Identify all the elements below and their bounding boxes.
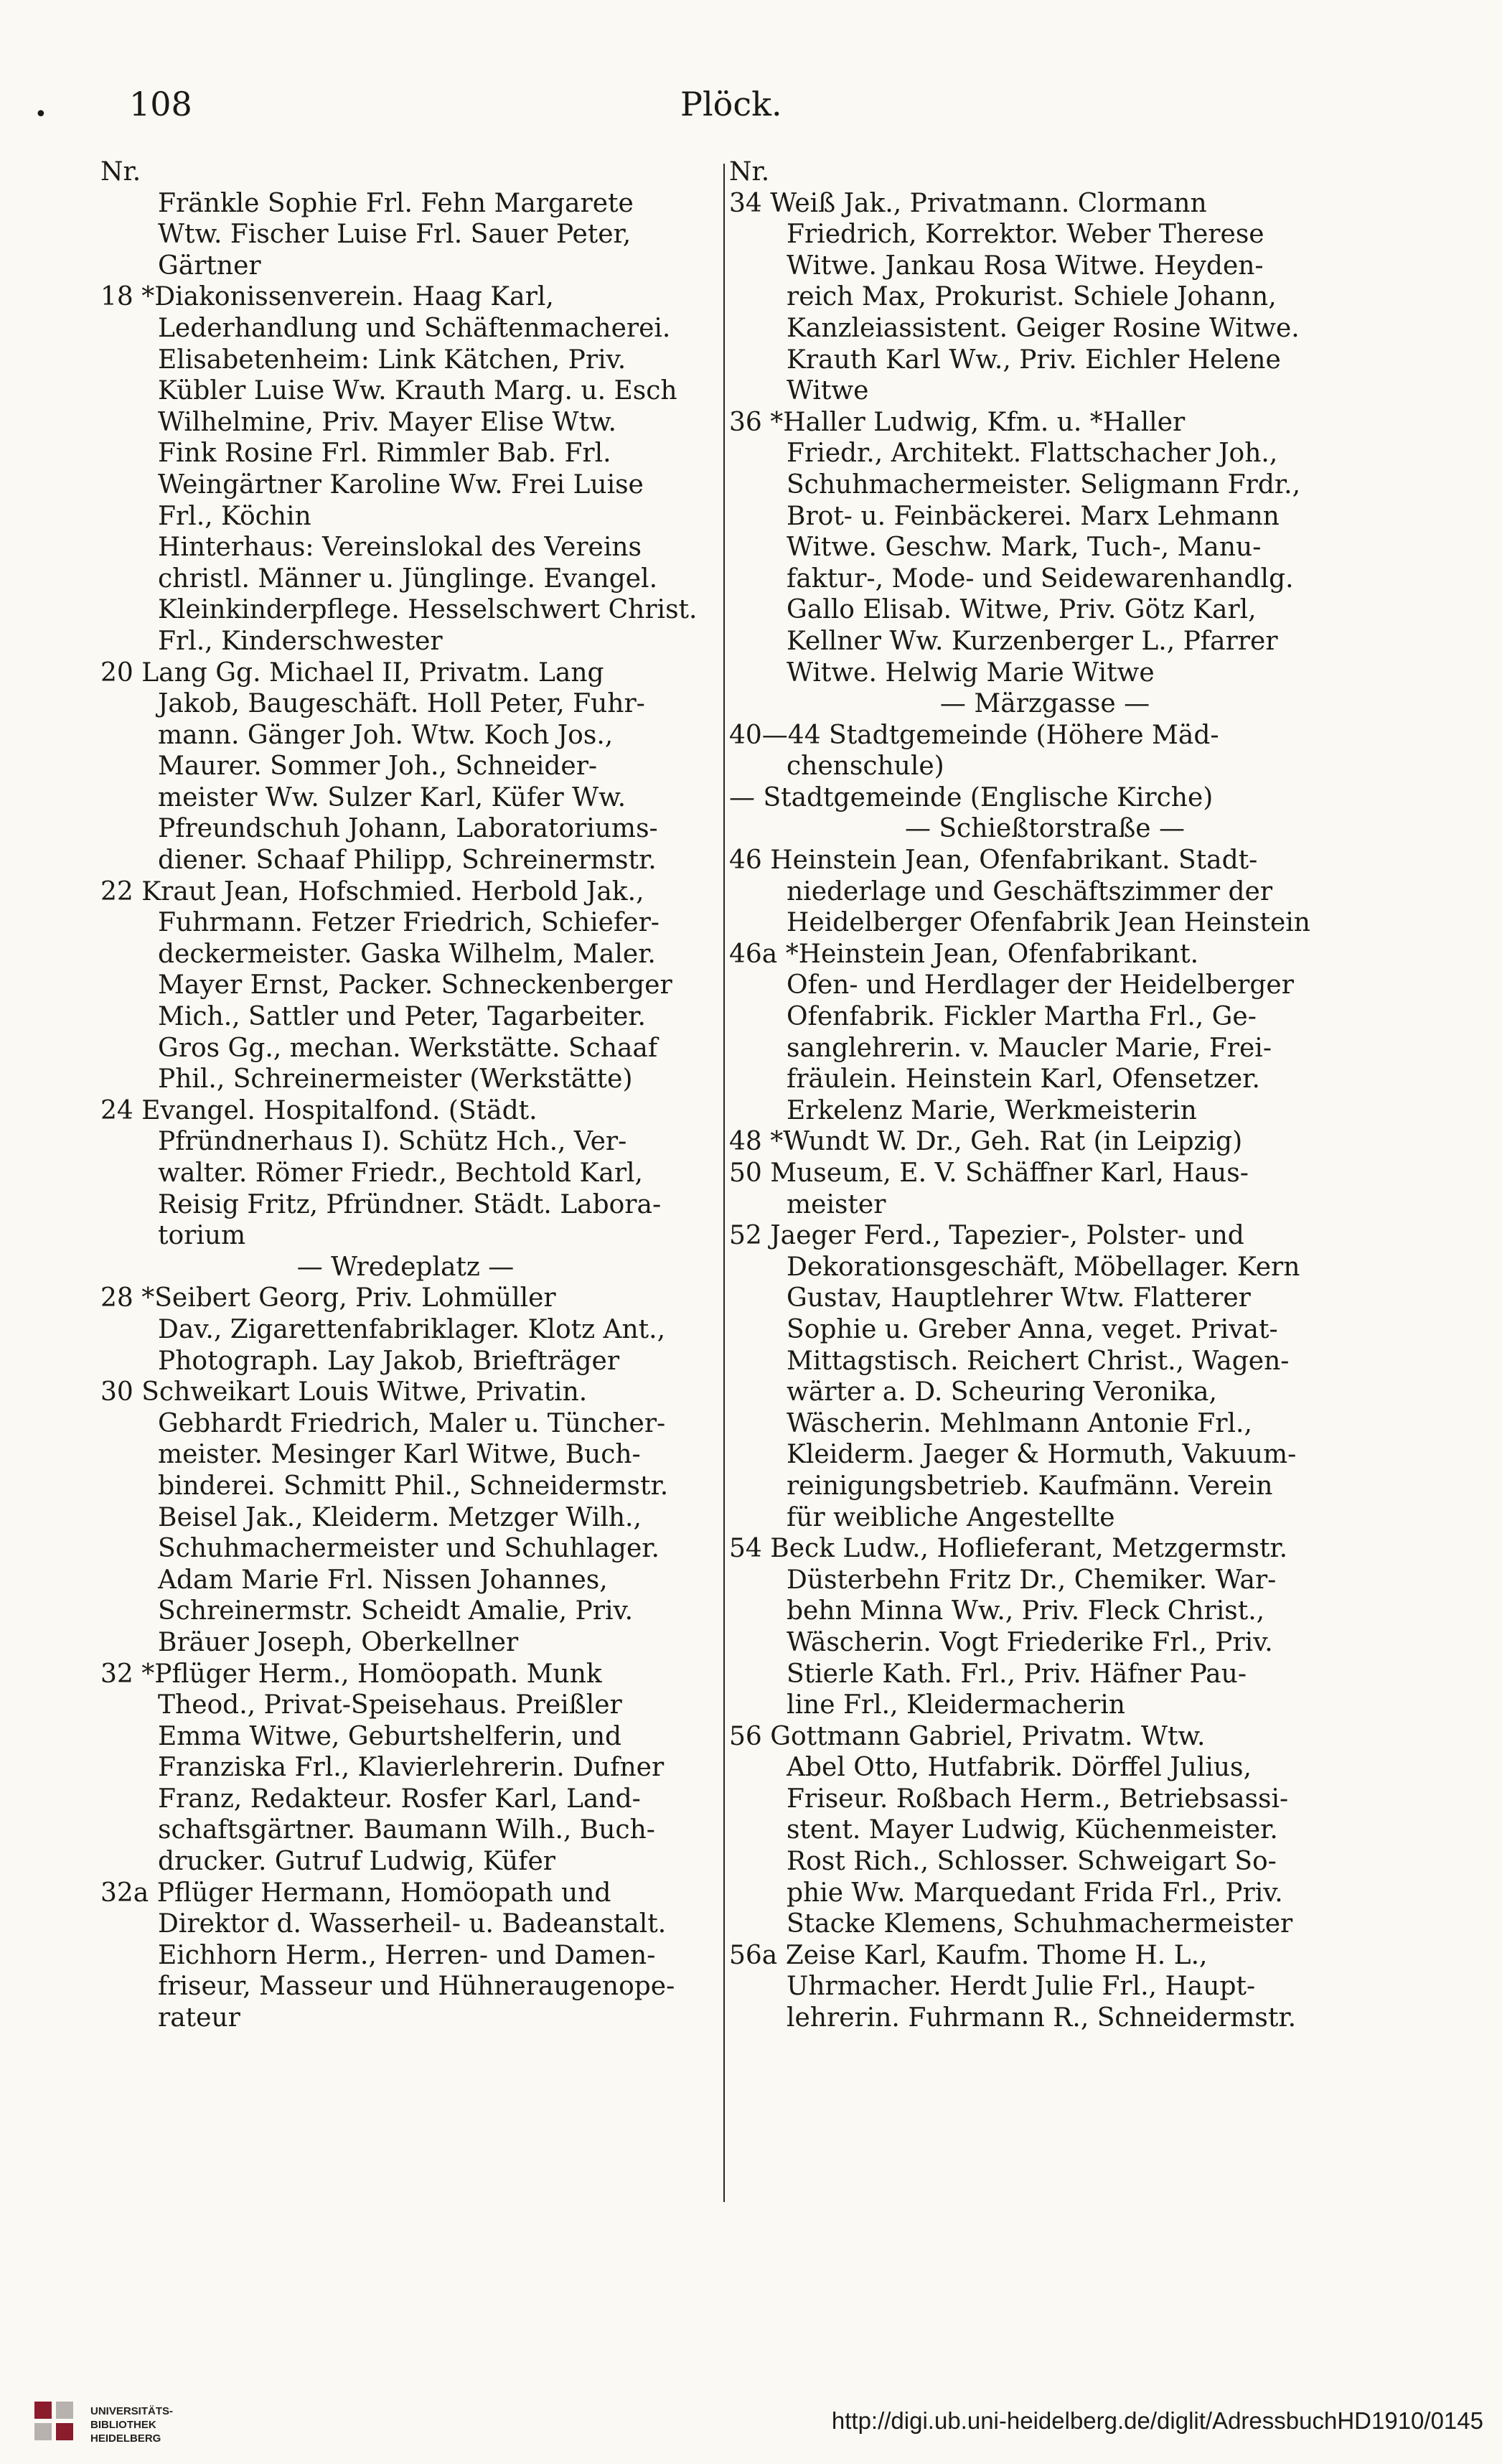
left-column-line: Mich., Sattler und Peter, Tagarbeiter. [158, 1002, 646, 1032]
right-column-line: — Märzgasse — [939, 689, 1150, 719]
right-column-line: 46 Heinstein Jean, Ofenfabrikant. Stadt- [729, 845, 1258, 876]
left-column-line: christl. Männer u. Jünglinge. Evangel. [158, 563, 658, 594]
right-column-line: 56 Gottmann Gabriel, Privatm. Wtw. [729, 1721, 1206, 1751]
left-column-line: 22 Kraut Jean, Hofschmied. Herbold Jak., [100, 876, 644, 907]
library-logo-icon [34, 2402, 80, 2447]
right-column-line: Friseur. Roßbach Herm., Betriebsassi- [787, 1784, 1289, 1814]
left-column-line: Nr. [100, 157, 141, 187]
right-column-line: reich Max, Prokurist. Schiele Johann, [787, 282, 1277, 312]
left-column-line: Emma Witwe, Geburtshelferin, und [158, 1721, 622, 1751]
right-column-line: Erkelenz Marie, Werkmeisterin [787, 1095, 1197, 1125]
right-column-line: Mittagstisch. Reichert Christ., Wagen- [787, 1346, 1290, 1376]
page-title: Plöck. [680, 85, 782, 123]
left-column-line: 32a Pflüger Hermann, Homöopath und [100, 1878, 611, 1908]
left-column-line: 24 Evangel. Hospitalfond. (Städt. [100, 1095, 538, 1125]
right-column-line: faktur-, Mode- und Seidewarenhandlg. [787, 563, 1294, 594]
column-divider [723, 164, 725, 2202]
left-column-line: Kübler Luise Ww. Krauth Marg. u. Esch [158, 376, 677, 406]
left-column-line: meister. Mesinger Karl Witwe, Buch- [158, 1440, 641, 1470]
right-column-line: 54 Beck Ludw., Hoflieferant, Metzgermstr. [729, 1534, 1288, 1564]
left-column-line: schaftsgärtner. Baumann Wilh., Buch- [158, 1815, 655, 1845]
left-column-line: Pfründnerhaus I). Schütz Hch., Ver- [158, 1127, 627, 1157]
left-column-line: 28 *Seibert Georg, Priv. Lohmüller [100, 1283, 556, 1313]
left-column-line: torium [158, 1221, 246, 1251]
right-column-line: Kanzleiassistent. Geiger Rosine Witwe. [787, 313, 1300, 343]
margin-bullet: • [34, 102, 47, 127]
right-column-line: Nr. [729, 157, 770, 187]
right-column-line: Wäscherin. Vogt Friederike Frl., Priv. [787, 1627, 1273, 1657]
left-column-line: Franziska Frl., Klavierlehrerin. Dufner [158, 1753, 665, 1783]
left-column [100, 156, 710, 2034]
left-column-line: — Wredeplatz — [296, 1252, 515, 1282]
right-column-line: Dekorationsgeschäft, Möbellager. Kern [787, 1252, 1300, 1282]
left-column-line: drucker. Gutruf Ludwig, Küfer [158, 1847, 555, 1877]
right-column-line: 36 *Haller Ludwig, Kfm. u. *Haller [729, 407, 1186, 437]
left-column-line: Jakob, Baugeschäft. Holl Peter, Fuhr- [158, 689, 645, 719]
right-column-line: 48 *Wundt W. Dr., Geh. Rat (in Leipzig) [729, 1127, 1243, 1157]
left-column-line: Wtw. Fischer Luise Frl. Sauer Peter, [158, 220, 632, 250]
right-column-line: — Schießtorstraße — [904, 814, 1186, 844]
left-column-line: Gebhardt Friedrich, Maler u. Tüncher- [158, 1408, 666, 1438]
left-column-line: Schreinermstr. Scheidt Amalie, Priv. [158, 1596, 634, 1626]
right-column-line: stent. Mayer Ludwig, Küchenmeister. [787, 1815, 1278, 1845]
left-column-line: Maurer. Sommer Joh., Schneider- [158, 751, 598, 782]
right-column-line: meister [787, 1189, 886, 1219]
right-column-line: Kleiderm. Jaeger & Hormuth, Vakuum- [787, 1440, 1297, 1470]
right-column-line: Schuhmachermeister. Seligmann Frdr., [787, 469, 1301, 500]
right-column-line: Witwe [787, 376, 869, 406]
right-column-line: line Frl., Kleidermacherin [787, 1690, 1125, 1720]
left-column-line: mann. Gänger Joh. Wtw. Koch Jos., [158, 720, 614, 750]
right-column-line: Heidelberger Ofenfabrik Jean Heinstein [787, 908, 1310, 938]
right-column-line: Uhrmacher. Herdt Julie Frl., Haupt- [787, 1972, 1256, 2002]
left-column-line: Beisel Jak., Kleiderm. Metzger Wilh., [158, 1502, 642, 1532]
right-column-line: phie Ww. Marquedant Frida Frl., Priv. [787, 1878, 1283, 1908]
left-column-line: 20 Lang Gg. Michael II, Privatm. Lang [100, 657, 604, 688]
left-column-line: 30 Schweikart Louis Witwe, Privatin. [100, 1377, 588, 1407]
left-column-line: Phil., Schreinermeister (Werkstätte) [158, 1064, 633, 1095]
right-column-line: Friedrich, Korrektor. Weber Therese [787, 220, 1264, 250]
right-column-line: Wäscherin. Mehlmann Antonie Frl., [787, 1408, 1252, 1438]
right-column-line: 52 Jaeger Ferd., Tapezier-, Polster- und [729, 1221, 1244, 1251]
right-column-line: Sophie u. Greber Anna, veget. Privat- [787, 1314, 1278, 1344]
left-column-line: Fuhrmann. Fetzer Friedrich, Schiefer- [158, 908, 660, 938]
left-column-line: Hinterhaus: Vereinslokal des Vereins [158, 533, 642, 563]
left-column-line: Dav., Zigarettenfabriklager. Klotz Ant., [158, 1314, 666, 1344]
left-column-line: Pfreundschuh Johann, Laboratoriums- [158, 814, 658, 844]
right-column-line: Krauth Karl Ww., Priv. Eichler Helene [787, 345, 1281, 375]
right-column-line: 46a *Heinstein Jean, Ofenfabrikant. [729, 939, 1199, 969]
logo-line-2: BIBLIOTHEK [90, 2418, 156, 2431]
left-column-line: Photograph. Lay Jakob, Briefträger [158, 1346, 620, 1376]
library-logo[interactable] [34, 2402, 173, 2447]
left-column-line: Gros Gg., mechan. Werkstätte. Schaaf [158, 1033, 658, 1063]
left-column-line: Elisabetenheim: Link Kätchen, Priv. [158, 345, 626, 375]
left-column-line: Direktor d. Wasserheil- u. Badeanstalt. [158, 1909, 667, 1939]
right-column-line: 40—44 Stadtgemeinde (Höhere Mäd- [729, 720, 1219, 750]
right-column-line: Friedr., Architekt. Flattschacher Joh., [787, 439, 1278, 469]
right-column-line: Witwe. Helwig Marie Witwe [787, 657, 1155, 688]
page-number: 108 [129, 85, 192, 123]
left-column-line: 18 *Diakonissenverein. Haag Karl, [100, 282, 554, 312]
left-column-line: Wilhelmine, Priv. Mayer Elise Wtw. [158, 407, 616, 437]
left-column-line: friseur, Masseur und Hühneraugenope- [158, 1972, 675, 2002]
left-column-line: Gärtner [158, 250, 261, 281]
right-column-line: Abel Otto, Hutfabrik. Dörffel Julius, [787, 1753, 1252, 1783]
left-column-line: Weingärtner Karoline Ww. Frei Luise [158, 469, 644, 500]
right-column-line: sanglehrerin. v. Maucler Marie, Frei- [787, 1033, 1272, 1063]
source-url-link[interactable]: http://digi.ub.uni-heidelberg.de/diglit/AdressbuchHD1910/0145 [831, 2407, 1483, 2434]
left-column-line: Fränkle Sophie Frl. Fehn Margarete [158, 188, 634, 218]
right-column-line: Witwe. Geschw. Mark, Tuch-, Manu- [787, 533, 1262, 563]
logo-line-1: UNIVERSITÄTS- [90, 2404, 174, 2417]
right-column-line: Ofen- und Herdlager der Heidelberger [787, 970, 1294, 1001]
left-column-line: meister Ww. Sulzer Karl, Küfer Ww. [158, 782, 626, 812]
left-column-line: Eichhorn Herm., Herren- und Damen- [158, 1940, 656, 1970]
right-column-line: reinigungsbetrieb. Kaufmänn. Verein [787, 1471, 1273, 1501]
right-column-line: chenschule) [787, 751, 944, 782]
left-column-line: Mayer Ernst, Packer. Schneckenberger [158, 970, 672, 1001]
right-column-line: — Stadtgemeinde (Englische Kirche) [729, 782, 1214, 812]
right-column-line: behn Minna Ww., Priv. Fleck Christ., [787, 1596, 1265, 1626]
logo-line-3: HEIDELBERG [90, 2432, 161, 2445]
left-column-line: Frl., Kinderschwester [158, 626, 443, 656]
right-column-line: Rost Rich., Schlosser. Schweigart So- [787, 1847, 1277, 1877]
right-column-line: lehrerin. Fuhrmann R., Schneidermstr. [787, 2003, 1297, 2033]
left-column-line: Franz, Redakteur. Rosfer Karl, Land- [158, 1784, 641, 1814]
right-column-line: fräulein. Heinstein Karl, Ofensetzer. [787, 1064, 1260, 1095]
left-column-line: Fink Rosine Frl. Rimmler Bab. Frl. [158, 439, 611, 469]
right-column-line: für weibliche Angestellte [787, 1502, 1115, 1532]
left-column-line: Frl., Köchin [158, 501, 311, 531]
right-column-line: Gustav, Hauptlehrer Wtw. Flatterer [787, 1283, 1251, 1313]
left-column-line: Kleinkinderpflege. Hesselschwert Christ. [158, 595, 698, 625]
right-column-line: Ofenfabrik. Fickler Martha Frl., Ge- [787, 1002, 1257, 1032]
left-column-line: Theod., Privat-Speisehaus. Preißler [158, 1690, 622, 1720]
right-column-line: Kellner Ww. Kurzenberger L., Pfarrer [787, 626, 1278, 656]
right-column-line: niederlage und Geschäftszimmer der [787, 876, 1273, 907]
right-column [729, 156, 1361, 2034]
right-column-line: Brot- u. Feinbäckerei. Marx Lehmann [787, 501, 1280, 531]
right-column-line: Witwe. Jankau Rosa Witwe. Heyden- [787, 250, 1264, 281]
left-column-line: walter. Römer Friedr., Bechtold Karl, [158, 1158, 643, 1188]
right-column-line: 34 Weiß Jak., Privatmann. Clormann [729, 188, 1207, 218]
left-column-line: Reisig Fritz, Pfründner. Städt. Labora- [158, 1189, 662, 1219]
left-column-line: rateur [158, 2003, 240, 2033]
right-column-line: wärter a. D. Scheuring Veronika, [787, 1377, 1217, 1407]
left-column-line: Adam Marie Frl. Nissen Johannes, [158, 1565, 608, 1595]
right-column-line: 56a Zeise Karl, Kaufm. Thome H. L., [729, 1940, 1208, 1970]
right-column-line: Stierle Kath. Frl., Priv. Häfner Pau- [787, 1659, 1247, 1689]
left-column-line: Schuhmachermeister und Schuhlager. [158, 1534, 660, 1564]
left-column-line: deckermeister. Gaska Wilhelm, Maler. [158, 939, 656, 969]
left-column-line: Bräuer Joseph, Oberkellner [158, 1627, 519, 1657]
left-column-line: 32 *Pflüger Herm., Homöopath. Munk [100, 1659, 602, 1689]
right-column-line: Stacke Klemens, Schuhmachermeister [787, 1909, 1293, 1939]
right-column-line: Düsterbehn Fritz Dr., Chemiker. War- [787, 1565, 1277, 1595]
right-column-line: 50 Museum, E. V. Schäffner Karl, Haus- [729, 1158, 1249, 1188]
library-logo-text [90, 2404, 173, 2445]
left-column-line: binderei. Schmitt Phil., Schneidermstr. [158, 1471, 669, 1501]
right-column-line: Gallo Elisab. Witwe, Priv. Götz Karl, [787, 595, 1257, 625]
left-column-line: Lederhandlung und Schäftenmacherei. [158, 313, 671, 343]
left-column-line: diener. Schaaf Philipp, Schreinermstr. [158, 845, 657, 876]
